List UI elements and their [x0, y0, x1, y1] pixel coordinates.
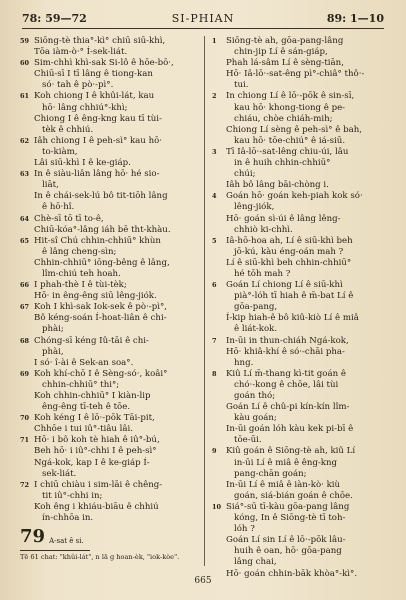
verse-line: tit iû°-chhi in;: [42, 490, 103, 501]
verse-line: liāt,: [42, 180, 59, 191]
verse-line: Tōa iàm-ò·° Í-sek-liát.: [34, 47, 128, 58]
verse: [20, 369, 198, 413]
verse-line: lîm-chiú teh hoah.: [42, 268, 121, 279]
verse: [212, 369, 386, 447]
verse-line: chúi;: [234, 169, 256, 180]
verse-line: Chhōe i tui iû°-tiâu lâi.: [34, 424, 134, 435]
verse-line: Beh hō· i iû°-chhi I ê peh-sì°: [34, 446, 157, 457]
verse-line: Hō· goán chhin-bāk khòa°-kì°.: [226, 568, 358, 579]
verse-line: chhin-chhiū° thi°;: [42, 379, 120, 390]
verse-line: Iâh bô lâng bāi-chòng i.: [226, 180, 329, 191]
verse: [212, 91, 386, 146]
verse-line: Siá°-sū tī-kàu gōa-pang lâng: [226, 501, 350, 512]
verse-number: 60: [20, 59, 30, 68]
verse-line: Siōng-tè ah, gōa-pang-lâng: [226, 36, 344, 46]
verse-number: 61: [20, 92, 30, 101]
verse-line: Goán Lí ê chû-pi kín-kín lîm-: [226, 402, 350, 413]
verse-line: só· tah ê pò·-pì°.: [42, 80, 114, 91]
verse-line: tui.: [234, 80, 249, 91]
psalm-heading: [20, 528, 198, 546]
verse-line: Iâ-hō-hoa ah, Lí ê siū-khì beh: [226, 235, 353, 246]
verse-line: Bô kéng-soán Í-hoat-liân ê chi-: [34, 313, 167, 324]
verse-line: Chiong Lí sèng ê peh-sì° ê bah,: [226, 124, 362, 135]
verse-line: Koh I khì-sak Iok-sek ê pò·-pì°,: [34, 302, 167, 313]
verse-number: 68: [20, 336, 30, 345]
verse-line: pià°-lóh tī hiah ê m̄-bat Lí ê: [234, 291, 354, 302]
verse: [20, 435, 198, 479]
verse-number: 3: [212, 147, 217, 156]
verse-line: Hō· i bô koh tè hiah ê iû°-bú,: [34, 435, 160, 446]
verse-line: Kiû Lí m̄-thang kì-tit goán ê: [226, 368, 346, 379]
verse-line: tèk ê chhiú.: [42, 124, 94, 135]
verse-number: 64: [20, 214, 30, 223]
verse-line: tōe-ūi.: [234, 435, 262, 446]
verse-line: In-ūi in thun-chiáh Ngá-kok,: [226, 335, 349, 346]
verse-number: 9: [212, 447, 217, 456]
psalm-number: 79: [20, 526, 46, 548]
verse-line: lêng-jiók,: [234, 202, 275, 213]
verse-line: lóh ?: [234, 524, 255, 535]
verse-line: Chóng-sī kéng Iû-tāi ê chi-: [34, 335, 149, 346]
verse-number: 5: [212, 236, 217, 245]
verse-line: pang-chān goán;: [234, 468, 307, 479]
verse-line: Chiū-sī I tī lâng ê tiong-kan: [34, 69, 153, 80]
verse-line: Koh khí-chō I ê Sèng-só·, koâi°: [34, 368, 168, 379]
verse-line: I phah-thè I ê tùi-tèk;: [34, 280, 127, 291]
verse-line: Siōng-tè thia°-kì° chiū siū-khì,: [34, 36, 166, 46]
footnote-rule: [20, 550, 90, 551]
verse-line: hng.: [234, 357, 254, 368]
verse-line: Hō· khiâ-khí ê só·-chāi pha-: [226, 346, 345, 357]
verse-line: gōa-pang,: [234, 302, 278, 313]
verse: [212, 502, 386, 580]
verse: [20, 91, 198, 135]
verse-line: Koh kéng I ê lō·-pōk Tāi-pit,: [34, 413, 155, 424]
verse-line: phài,: [42, 346, 64, 357]
verse-line: sek-liát.: [42, 468, 77, 479]
verse-line: hé tōh mah ?: [234, 268, 291, 279]
verse-line: Phah lá-sâm Lí ê sèng-tiān,: [226, 58, 344, 69]
left-column: [20, 36, 198, 562]
verse-line: In-ūi Lí ê miâ ê iàn-kò· kiù: [226, 479, 341, 490]
verse-line: Hō· goán sì-úi ê lâng lêng-: [226, 213, 341, 224]
running-header: [22, 12, 384, 29]
verse: [212, 280, 386, 335]
header-left-reference: 78: 59—72: [22, 12, 87, 25]
verse-line: ê lâng cheng-sìn;: [42, 246, 117, 257]
verse-line: kàu goán;: [234, 413, 277, 424]
verse-number: 70: [20, 414, 30, 423]
verse-line: chiáu, chòe chiáh-mih;: [234, 113, 333, 124]
verse-line: Chiong I ê êng-kng kau tī tùi-: [34, 113, 162, 124]
verse-line: chin-jip Lí ê sán-giáp,: [234, 47, 328, 58]
verse-line: jō-kú, kàu éng-oán mah ?: [234, 246, 344, 257]
verse-line: Hit-sî Chú chhin-chhiū° khùn: [34, 235, 161, 246]
verse-line: Í-kip hiah-ê bô kiû-kiò Lí ê miâ: [226, 313, 359, 324]
verse-line: ê liát-kok.: [234, 324, 278, 335]
verse-line: Chiū-kóa°-lâng iáh bē tht-khàu.: [34, 224, 171, 235]
verse-number: 10: [212, 502, 222, 511]
verse-number: 7: [212, 336, 217, 345]
verse-line: lâng chai,: [234, 557, 277, 568]
verse-line: Goán hō· goán keh-piah kok só·: [226, 191, 363, 202]
header-book-title: SI-PHIAN: [171, 12, 235, 25]
verse-line: goán, siá-bián goán ê chōe.: [234, 490, 353, 501]
verse-number: 59: [20, 37, 30, 45]
verse-line: in ê huih chhin-chhiū°: [234, 158, 331, 169]
verse-line: Goán Lí sin Lí ê lō·-pōk lâu-: [226, 535, 346, 546]
verse: [20, 58, 198, 91]
verse-line: Koh êng i khiáu-biāu ê chhiú: [34, 501, 159, 512]
verse-line: kóng, In ê Siōng-tè tī toh-: [234, 513, 346, 524]
verse-number: 63: [20, 170, 30, 179]
column-divider: [204, 36, 205, 566]
verse: [20, 169, 198, 213]
verse: [20, 36, 198, 58]
verse-line: Iâh chiong I ê peh-sì° kau hō·: [34, 135, 163, 146]
verse-number: 72: [20, 480, 30, 489]
verse-line: kau hō· tōe-chiú° ê iá-siū.: [234, 135, 346, 146]
verse: [212, 236, 386, 280]
verse-line: Lâi siū-khì I ê ke-giáp.: [34, 158, 131, 169]
footnote: Tē 61 chat: "khûi-lát", n lā g hoan-èk, "iok-kòe".: [20, 553, 180, 562]
verse: [20, 480, 198, 524]
verse-line: to-kiàm,: [42, 146, 78, 157]
verse-line: Chhin-chhiū° iōng-bêng ê lâng,: [34, 257, 170, 268]
verse-number: 4: [212, 192, 217, 201]
verse: [20, 236, 198, 280]
verse-line: huih ê oan, hō· gōa-pang: [234, 546, 342, 557]
verse: [212, 147, 386, 191]
verse-number: 65: [20, 236, 30, 245]
verse-number: 67: [20, 303, 30, 312]
verse-line: kau hō· khong-tiong ê pe-: [234, 102, 346, 113]
verse-number: 66: [20, 281, 30, 290]
verse: [20, 280, 198, 302]
header-right-reference: 89: 1—10: [326, 12, 384, 25]
verse: [20, 336, 198, 369]
verse-line: Koh chhin-chhiū° I kiàn-lip: [34, 391, 151, 401]
verse-number: 62: [20, 136, 30, 145]
verse-line: In ê siàu-liân lâng hō· hé sio-: [34, 169, 160, 180]
verse-number: 2: [212, 92, 217, 101]
verse-line: Chè-sī tō tī to-ê,: [34, 213, 104, 224]
verse-line: Sim-chhì khì-sak Si-lô ê hōe-bō·,: [34, 58, 174, 69]
verse-line: phài;: [42, 324, 64, 335]
verse-line: Hō· in êng-êng siū lêng-jiók.: [34, 291, 157, 302]
verse-number: 8: [212, 369, 217, 378]
verse-number: 6: [212, 281, 217, 290]
verse-line: Koh chiong I ê khûi-lát, kau: [34, 91, 155, 102]
verse: [20, 413, 198, 435]
verse-line: goán thó;: [234, 391, 276, 401]
verse-line: In-ūi goán lóh kàu kek pi-bī ê: [226, 424, 354, 435]
verse: [212, 36, 386, 91]
psalm-title: A-sat ê si.: [49, 537, 84, 546]
page-number: 665: [194, 576, 212, 586]
verse-line: ê hō·hî.: [42, 202, 75, 213]
verse-line: In chiong Lí ê lō·-pōk ê sin-sī,: [226, 91, 355, 102]
verse: [212, 336, 386, 369]
verse-line: Kiû goán ê Siōng-tè ah, kiû Lí: [226, 446, 356, 457]
verse: [212, 446, 386, 501]
verse-line: Hō· Iâ-lō·-sat-êng pì°-chiâ° thô·-: [226, 69, 365, 80]
verse-line: êng-êng tī-teh ê tōe.: [42, 402, 131, 413]
verse-line: in-ūi Lí ê miâ ê êng-kng: [234, 457, 338, 468]
verse: [20, 302, 198, 335]
verse-number: 71: [20, 436, 30, 445]
right-column: [212, 36, 386, 580]
verse: [20, 136, 198, 169]
verse-line: chhiò ki-chhì.: [234, 224, 293, 235]
verse-line: hō· lâng chhiú°-khì;: [42, 102, 128, 113]
verse-line: ín-chhōa in.: [42, 513, 94, 524]
verse-number: 69: [20, 369, 30, 378]
verse-line: I chiū chiàu i sim-lāi ê chêng-: [34, 479, 163, 490]
verse-line: In ê chái-sek-lú bô tit-tiōh lâng: [34, 191, 168, 202]
verse-line: I só· î-ài ê Sek-an soa°.: [34, 357, 134, 368]
verse-line: Tī Iâ-lō·-sat-lêng chiu-úi, lâu: [226, 146, 349, 157]
verse-line: Ngá-kok, kap I ê ke-giáp Í-: [34, 457, 150, 468]
verse: [20, 214, 198, 236]
verse-line: Lí ê siū-khì beh chhin-chhiū°: [226, 257, 352, 268]
verse-number: 1: [212, 37, 217, 45]
verse: [212, 191, 386, 235]
verse-line: chó·-kong ê chōe, lâi tùi: [234, 379, 339, 390]
verse-line: Goán Lí chiong Lí ê siū-khì: [226, 280, 343, 291]
